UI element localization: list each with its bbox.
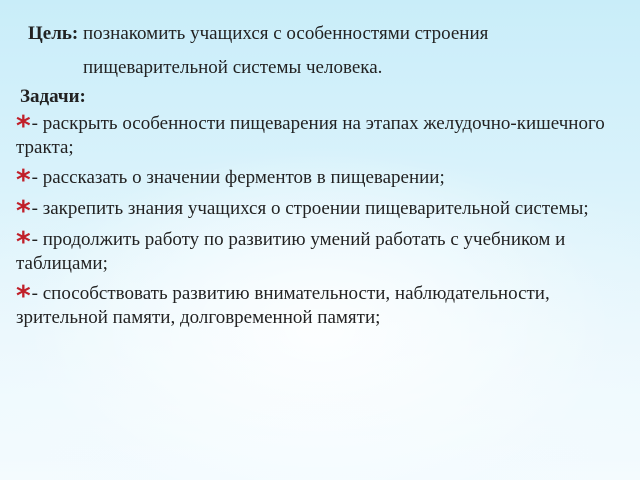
task-text: - закрепить знания учащихся о строении пищеварительной системы; <box>31 198 589 219</box>
tasks-title: Задачи: <box>20 86 86 107</box>
task-text: - раскрыть особенности пищеварения на этапах желудочно-кишечного тракта; <box>16 113 605 158</box>
task-item <box>16 279 628 329</box>
asterisk-bullet-icon: * <box>16 194 31 227</box>
task-item <box>16 163 628 196</box>
task-item <box>16 109 628 159</box>
asterisk-bullet-icon: * <box>16 163 31 196</box>
goal-text-line2: пищеварительной системы человека. <box>83 57 383 78</box>
task-item <box>16 225 628 275</box>
task-text: - способствовать развитию внимательности, наблюдательности, зрительной памяти, долговременной памяти; <box>16 283 550 328</box>
goal-label: Цель: <box>28 23 79 44</box>
task-item <box>16 194 628 227</box>
asterisk-bullet-icon: * <box>16 279 31 312</box>
task-list <box>16 109 628 336</box>
task-text: - рассказать о значении ферментов в пищеварении; <box>31 167 445 188</box>
goal-block <box>28 17 628 85</box>
asterisk-bullet-icon: * <box>16 109 31 142</box>
task-text: - продолжить работу по развитию умений работать с учебником и таблицами; <box>16 229 566 274</box>
asterisk-bullet-icon: * <box>16 225 31 258</box>
goal-text-line1: познакомить учащихся с особенностями строения <box>83 23 489 44</box>
